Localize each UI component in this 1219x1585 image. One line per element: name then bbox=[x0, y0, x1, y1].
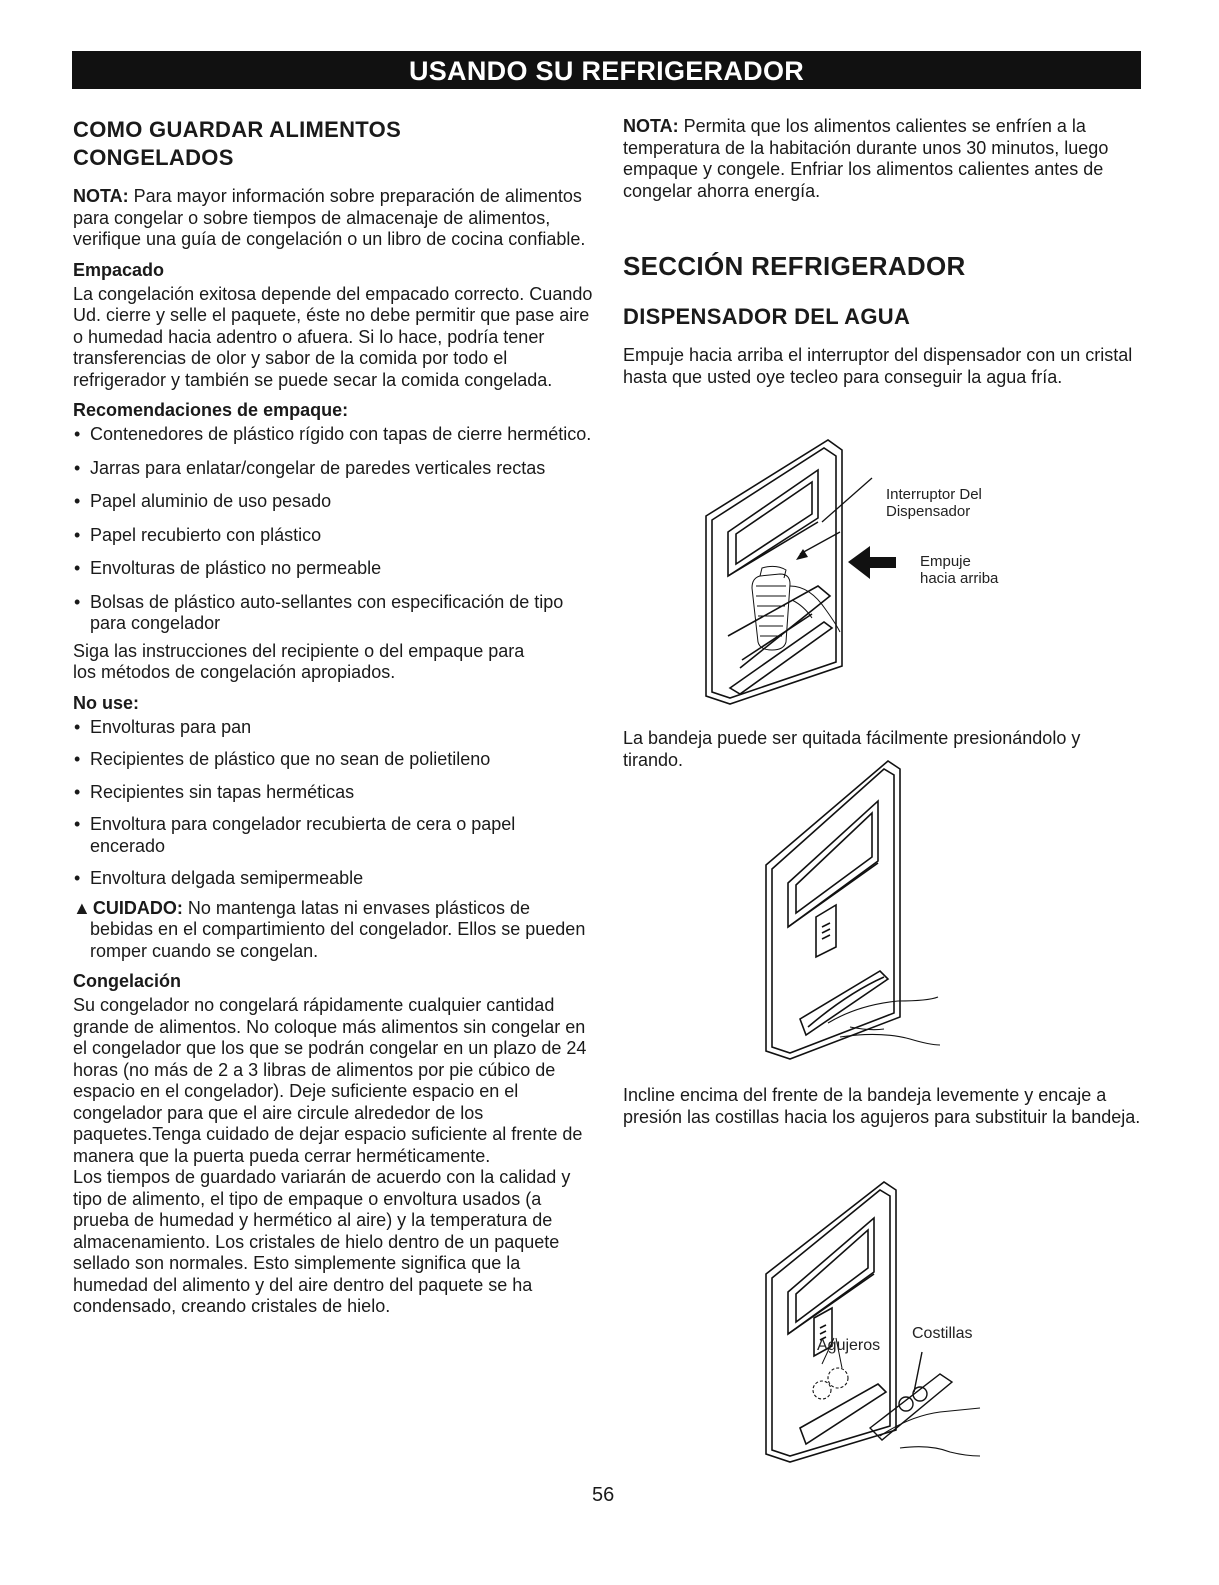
list-item: • Papel aluminio de uso pesado bbox=[73, 491, 593, 513]
heading-congelacion: Congelación bbox=[73, 971, 182, 991]
list-item: • Papel recubierto con plástico bbox=[73, 525, 593, 547]
right-note-paragraph: NOTA: Permita que los alimentos calientes se enfríen a la temperatura de la habitación durante unos 30 minutos, luego empaque y congele. Enfriar los alimentos calientes antes de congelar ahorra energía. bbox=[623, 116, 1109, 201]
label-empuje: Empuje hacia arriba bbox=[920, 553, 999, 587]
list-item: • Jarras para enlatar/congelar de paredes verticales rectas bbox=[73, 458, 593, 480]
subsection-title-dispensador: DISPENSADOR DEL AGUA bbox=[623, 304, 911, 329]
congelacion-paragraph-1: Su congelador no congelará rápidamente cualquier cantidad grande de alimentos. No coloque más alimentos sin congelar en el congelador que los que se podrán congelar en un plazo de 24 horas (no más de 2 a 3 libras de alimentos por pie cúbico de espacio en el congelador). Deje suficiente espacio en el congelador para que el aire circule alrededor de los paquetes.Tenga cuidado de dejar espacio suficiente al frente de manera que la puerta pueda cerrar herméticamente. bbox=[73, 995, 587, 1166]
left-column bbox=[73, 116, 593, 1318]
tray-removal-illustration bbox=[760, 757, 960, 1065]
right-column bbox=[623, 116, 1143, 388]
list-item: • Envoltura para congelador recubierta de cera o papel encerado bbox=[73, 814, 593, 857]
bandeja-paragraph: La bandeja puede ser quitada fácilmente presionándolo y tirando. bbox=[623, 728, 1081, 770]
list-item: • Envolturas de plástico no permeable bbox=[73, 558, 593, 580]
heading-recomendaciones: Recomendaciones de empaque: bbox=[73, 400, 349, 420]
list-item: • Envoltura delgada semipermeable bbox=[73, 868, 593, 890]
incline-paragraph: Incline encima del frente de la bandeja levemente y encaje a presión las costillas hacia los agujeros para substituir la bandeja. bbox=[623, 1085, 1141, 1127]
heading-empacado: Empacado bbox=[73, 259, 165, 280]
caution-paragraph: ▲ CUIDADO: No mantenga latas ni envases plásticos de bebidas en el compartimiento del congelador. Ellos se pueden romper cuando se congelan. bbox=[73, 897, 586, 961]
label-costillas: Costillas bbox=[912, 1325, 973, 1342]
note-paragraph: NOTA: Para mayor información sobre preparación de alimentos para congelar o sobre tiempos de almacenaje de alimentos, verifique una guía de congelación o un libro de cocina confiable. bbox=[73, 186, 586, 249]
list-item: • Bolsas de plástico auto-sellantes con especificación de tipo para congelador bbox=[73, 592, 593, 635]
congelacion-paragraph-2: Los tiempos de guardado variarán de acuerdo con la calidad y tipo de alimento, el tipo de empaque o envoltura usados (a prueba de humedad y hermético al aire) y la temperatura de almacenamiento. Los cristales de hielo dentro de un paquete sellado son normales. Esto simplemente significa que la humedad del alimento y del aire dentro del paquete se ha condensado, creando cristales de hielo. bbox=[73, 1167, 571, 1316]
list-item: • Contenedores de plástico rígido con tapas de cierre hermético. bbox=[73, 424, 593, 446]
siga-paragraph: Siga las instrucciones del recipiente o del empaque para los métodos de congelación apropiados. bbox=[73, 640, 525, 682]
recommendations-list bbox=[73, 424, 593, 635]
list-item: • Recipientes de plástico que no sean de polietileno bbox=[73, 749, 593, 771]
empacado-paragraph: La congelación exitosa depende del empacado correcto. Cuando Ud. cierre y selle el paquete, éste no debe permitir que pase aire o humedad hacia adentro o afuera. Si lo hace, podría tener transferencias de olor y sabor de la comida por todo el refrigerador y también se puede secar la comida congelada. bbox=[73, 283, 593, 390]
page-banner: USANDO SU REFRIGERADOR bbox=[72, 51, 1141, 89]
list-item: • Recipientes sin tapas herméticas bbox=[73, 782, 593, 804]
section-title-refrigerador: SECCIÓN REFRIGERADOR bbox=[623, 251, 966, 281]
page-number: 56 bbox=[592, 1484, 615, 1506]
no-use-list bbox=[73, 717, 593, 890]
label-interruptor: Interruptor Del Dispensador bbox=[886, 486, 982, 520]
tray-replacement-illustration bbox=[760, 1178, 1000, 1468]
dispensador-paragraph: Empuje hacia arriba el interruptor del dispensador con un cristal hasta que usted oye tecleo para conseguir la agua fría. bbox=[623, 345, 1133, 387]
label-agujeros: Agujeros bbox=[817, 1337, 881, 1354]
warning-icon: ▲ bbox=[73, 897, 91, 918]
section-title-frozen-food: COMO GUARDAR ALIMENTOS CONGELADOS bbox=[73, 117, 402, 170]
heading-no-use: No use: bbox=[73, 692, 140, 713]
list-item: • Envolturas para pan bbox=[73, 717, 593, 739]
